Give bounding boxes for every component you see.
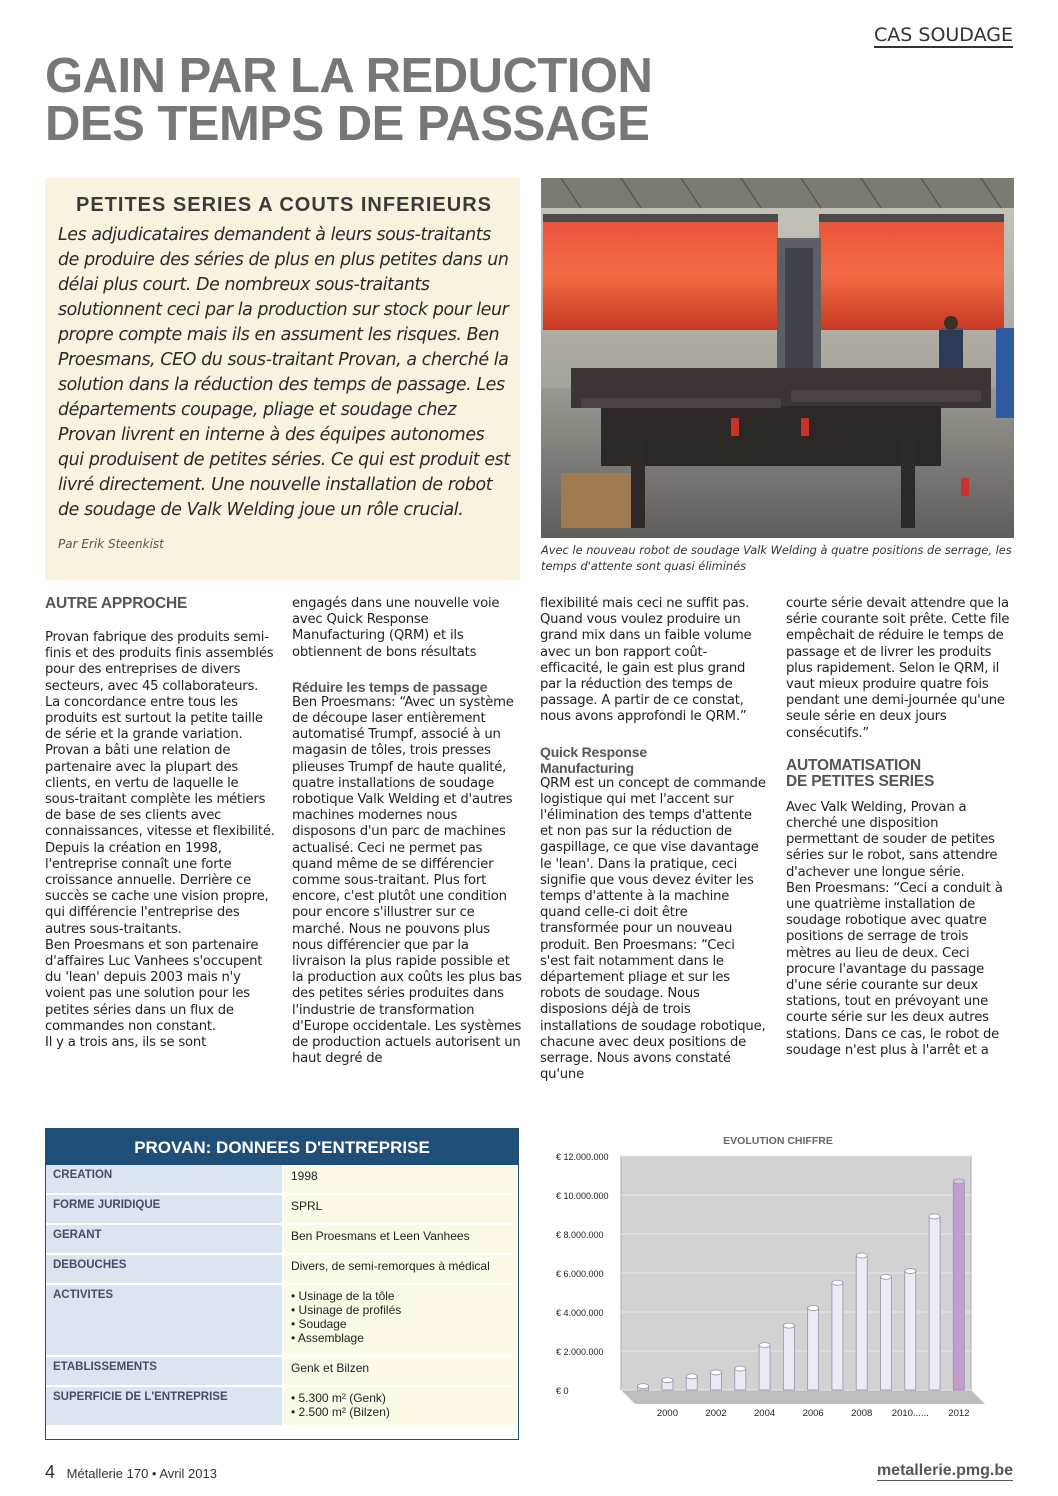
intro-text: Les adjudicataires demandent à leurs sous-traitants de produire des séries de plus en plus petites dans un délai plus court. De nombreux sous-traitants solutionnent ceci par la production sur stock pour leur propre compte mais ils en assument les risques. Ben Proesmans, CEO du sous-traitant Provan, a cherché la solution dans la réduction des temps de passage. Les départements coupage, pliage et soudage chez Provan livrent en interne à des équipes autonomes qui produisent de petites séries. Ce qui est produit est livré directement. Une nouvelle installation de robot de soudage de Valk Welding joue un rôle crucial. bbox=[58, 225, 510, 520]
chart-bar-top bbox=[856, 1253, 867, 1258]
table-row bbox=[46, 1165, 518, 1195]
x-tick-label: 2012 bbox=[948, 1408, 970, 1419]
y-tick-label: € 10.000.000 bbox=[556, 1191, 609, 1201]
photo-caption: Avec le nouveau robot de soudage Valk Welding à quatre positions de serrage, les temps d'attente sont quasi éliminés bbox=[541, 543, 1012, 573]
y-tick-label: € 8.000.000 bbox=[556, 1230, 604, 1240]
chart-bar-top bbox=[759, 1343, 770, 1348]
chart-bar-top bbox=[929, 1214, 940, 1219]
table-row bbox=[46, 1387, 518, 1427]
col2-paragraph-1: engagés dans une nouvelle voie avec Quick Response Manufacturing (QRM) et ils obtiennent de bons résultats bbox=[292, 596, 500, 660]
table-key: DEBOUCHES bbox=[46, 1255, 282, 1283]
page-number: 4 bbox=[45, 1462, 56, 1482]
footer-website[interactable]: metallerie.pmg.be bbox=[876, 1462, 1013, 1479]
welding-robot-photo bbox=[541, 178, 1014, 538]
x-tick-label: 2002 bbox=[705, 1408, 727, 1419]
heading-automatisation-line-1: AUTOMATISATION bbox=[786, 756, 921, 774]
chart-bar bbox=[856, 1255, 867, 1390]
chart-bar-top bbox=[881, 1274, 892, 1279]
section-tag: CAS SOUDAGE bbox=[874, 24, 1013, 46]
x-tick-label: 2006 bbox=[802, 1408, 824, 1419]
heading-automatisation-line-2: DE PETITES SERIES bbox=[786, 772, 935, 790]
chart-bar bbox=[808, 1308, 819, 1390]
welding-robot-illustration bbox=[541, 178, 1014, 538]
y-tick-label: € 4.000.000 bbox=[556, 1308, 604, 1318]
intro-title: PETITES SERIES A COUTS INFERIEURS bbox=[75, 194, 493, 216]
x-tick-label: 2010...... bbox=[891, 1408, 929, 1419]
table-value: 1998 bbox=[282, 1165, 518, 1193]
chart-bar-top bbox=[662, 1378, 673, 1383]
company-table-body bbox=[46, 1165, 518, 1427]
col3-paragraph-2: QRM est un concept de commande logistique qui met l'accent sur l'élimination des temps d'attente et non pas sur la réduction de gaspillage, ce que vise davantage le 'lean'. Dans la pratique, ceci signifie que vous devez éviter les temps d'attente à la machine quand celle-ci doit être transformée pour un nouveau produit. Ben Proesmans: “Ceci s'est fait notamment dans le département pliage et sur les robots de soudage. Nous disposions déjà de trois installations de soudage robotique, chacune avec deux positions de serrage. Nous avons constaté qu'une bbox=[540, 775, 766, 1083]
y-tick-label: € 2.000.000 bbox=[556, 1347, 604, 1357]
footer-issue bbox=[45, 1462, 217, 1483]
article-column-2 bbox=[292, 596, 522, 1067]
table-value: Divers, de semi-remorques à médical bbox=[282, 1255, 518, 1283]
heading-qrm: Quick Response Manufacturing bbox=[540, 743, 647, 776]
table-key: FORME JURIDIQUE bbox=[46, 1195, 282, 1223]
chart-bar-top bbox=[686, 1374, 697, 1379]
intro-box bbox=[45, 178, 520, 580]
chart-bar bbox=[953, 1181, 964, 1390]
table-key: GERANT bbox=[46, 1225, 282, 1253]
chart-bar bbox=[783, 1326, 794, 1390]
col2-paragraph-2: Ben Proesmans: “Avec un système de découpe laser entièrement automatisé Trumpf, associé à un magasin de tôles, trois presses plieuses Trumpf de haute qualité, quatre installations de soudage robotique Valk Welding et d'autres machines modernes nous disposons d'un parc de machines actualisé. Ceci ne permet pas quand même de se différencier comme sous-traitant. Plus fort encore, c'est plutôt une condition pour encore s'illustrer sur ce marché. Nous ne pouvons plus nous différencier que par la livraison la plus rapide possible et la production aux coûts les plus bas des petites séries produites dans l'industrie de transformation d'Europe occidentale. Les systèmes de production actuels autorisent un haut degré de bbox=[292, 694, 522, 1067]
page-title bbox=[45, 49, 745, 151]
chart-bar bbox=[881, 1277, 892, 1390]
chart-bar-top bbox=[735, 1366, 746, 1371]
page-title-line-2: DES TEMPS DE PASSAGE bbox=[45, 97, 650, 151]
table-key: SUPERFICIE DE L'ENTREPRISE bbox=[46, 1387, 282, 1425]
col1-paragraph-3: Depuis la création en 1998, l'entreprise connaît une forte croissance annuelle. Derrière ce succès se cache une vision propre, qui différencie l'entreprise des autres sous-traitants. bbox=[45, 840, 269, 937]
chart-bar-top bbox=[808, 1306, 819, 1311]
table-row bbox=[46, 1357, 518, 1387]
y-tick-label: € 0 bbox=[556, 1386, 569, 1396]
chart-bar-top bbox=[711, 1370, 722, 1375]
heading-autre-approche: AUTRE APPROCHE bbox=[45, 595, 188, 612]
table-key: CREATION bbox=[46, 1165, 282, 1193]
heading-automatisation bbox=[786, 758, 1014, 790]
y-tick-label: € 6.000.000 bbox=[556, 1269, 604, 1279]
table-value: Ben Proesmans et Leen Vanhees bbox=[282, 1225, 518, 1253]
table-row bbox=[46, 1285, 518, 1357]
revenue-chart bbox=[541, 1128, 1015, 1440]
chart-bar bbox=[832, 1283, 843, 1390]
article-column-3 bbox=[540, 596, 766, 1083]
table-value: • 5.300 m² (Genk) • 2.500 m² (Bilzen) bbox=[282, 1387, 518, 1425]
x-tick-label: 2000 bbox=[656, 1408, 678, 1419]
table-value: SPRL bbox=[282, 1195, 518, 1223]
chart-bar-top bbox=[953, 1179, 964, 1184]
col4-paragraph-2: Avec Valk Welding, Provan a cherché une disposition permettant de souder de petites séries sur le robot, sans attendre d'achever une longue série. bbox=[786, 799, 998, 880]
col1-paragraph-4: Ben Proesmans et son partenaire d'affaires Luc Vanhees s'occupent du 'lean' depuis 2003 mais n'y voient pas une solution pour les petites séries dans un flux de commandes non constant. bbox=[45, 937, 263, 1034]
page-title-line-1: GAIN PAR LA REDUCTION bbox=[45, 49, 653, 103]
chart-floor bbox=[621, 1390, 985, 1404]
article-column-4 bbox=[786, 596, 1014, 1059]
table-key: ETABLISSEMENTS bbox=[46, 1357, 282, 1385]
intro-author: Par Erik Steenkist bbox=[58, 537, 164, 551]
article-column-1 bbox=[45, 596, 275, 1051]
chart-bar bbox=[905, 1271, 916, 1390]
company-data-table bbox=[45, 1128, 519, 1440]
chart-bar-top bbox=[905, 1269, 916, 1274]
revenue-chart-svg bbox=[541, 1128, 1015, 1440]
chart-bar bbox=[929, 1216, 940, 1390]
chart-bar-top bbox=[832, 1280, 843, 1285]
y-tick-label: € 12.000.000 bbox=[556, 1152, 609, 1162]
chart-bar-top bbox=[783, 1323, 794, 1328]
chart-bar bbox=[735, 1369, 746, 1390]
table-value: Genk et Bilzen bbox=[282, 1357, 518, 1385]
heading-reduire-temps: Réduire les temps de passage bbox=[292, 678, 488, 695]
company-table-title: PROVAN: DONNEES D'ENTREPRISE bbox=[46, 1129, 518, 1165]
table-row bbox=[46, 1225, 518, 1255]
chart-bar bbox=[759, 1345, 770, 1390]
col1-paragraph-1: Provan fabrique des produits semi-finis et des produits finis assemblés pour des entreprises de divers secteurs, avec 45 collaborateurs. bbox=[45, 630, 274, 694]
table-row bbox=[46, 1255, 518, 1285]
col1-paragraph-5: Il y a trois ans, ils se sont bbox=[45, 1035, 207, 1051]
table-value: • Usinage de la tôle • Usinage de profilés • Soudage • Assemblage bbox=[282, 1285, 518, 1355]
table-key: ACTIVITES bbox=[46, 1285, 282, 1355]
chart-title: EVOLUTION CHIFFRE bbox=[723, 1135, 833, 1147]
x-tick-label: 2004 bbox=[754, 1408, 776, 1419]
issue-label: Métallerie 170 • Avril 2013 bbox=[66, 1466, 217, 1481]
table-row bbox=[46, 1195, 518, 1225]
col4-paragraph-1: courte série devait attendre que la série courante soit prête. Cette file empêchait de réduire le temps de passage et de livrer les produits plus rapidement. Selon le QRM, il vaut mieux produire quatre fois pendant une demi-journée qu'une seule série en deux jours consécutifs.” bbox=[786, 596, 1010, 741]
col1-paragraph-2: La concordance entre tous les produits est surtout la petite taille de série et la grande variation. Provan a bâti une relation de partenaire avec la plupart des clients, en vertu de laquelle le sous-traitant complète les métiers de base de ses clients avec connaissances, vitesse et flexibilité. bbox=[45, 694, 275, 840]
col4-paragraph-3: Ben Proesmans: “Ceci a conduit à une quatrième installation de soudage robotique avec quatre positions de serrage de trois mètres au lieu de deux. Ceci procure l'avantage du passage d'une série courante sur deux stations, tout en prévoyant une courte série sur les deux autres stations. Dans ce cas, le robot de soudage n'est plus à l'arrêt et a bbox=[786, 880, 1003, 1058]
chart-bar-top bbox=[638, 1384, 649, 1389]
x-tick-label: 2008 bbox=[851, 1408, 873, 1419]
col3-paragraph-1: flexibilité mais ceci ne suffit pas. Quand vous voulez produire un grand mix dans un faible volume avec un bon rapport coût-efficacité, le gain est plus grand par la réduction des temps de passage. A partir de ce constat, nous avons approfondi le QRM.” bbox=[540, 596, 752, 725]
